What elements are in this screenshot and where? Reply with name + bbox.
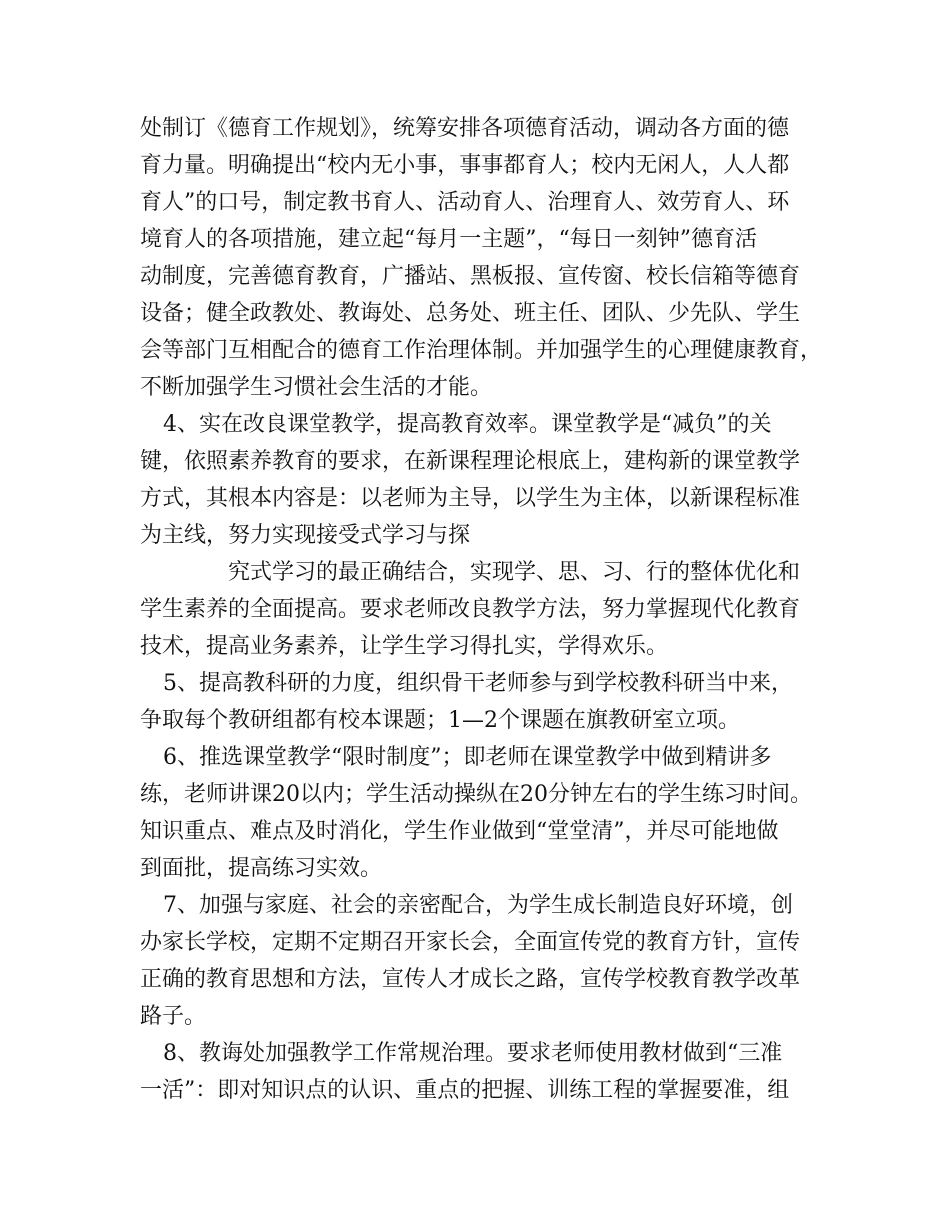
text-line: 育人”的口号，制定教书育人、活动育人、治理育人、效劳育人、环: [140, 190, 790, 215]
text-line: 技术，提高业务素养，让学生学习得扎实，学得欢乐。: [140, 634, 669, 659]
continued-line: 究式学习的最正确结合，实现学、思、习、行的整体优化和: [228, 560, 801, 585]
text-line: 方式，其根本内容是：以老师为主导，以学生为主体，以新课程标准: [140, 486, 801, 511]
text-line: 路子。: [140, 1004, 207, 1029]
paragraph-start-line: 6、推选课堂教学“限时制度”；即老师在课堂教学中做到精讲多: [163, 745, 772, 770]
body-text: [140, 110, 823, 1109]
text-line: 键，依照素养教育的要求，在新课程理论根底上，建构新的课堂教学: [140, 449, 801, 474]
text-line: 处制订《德育工作规划》，统筹安排各项德育活动，调动各方面的德: [140, 116, 790, 141]
text-line: 正确的教育思想和方法，宣传人才成长之路，宣传学校教育教学改革: [140, 967, 801, 992]
text-line: 争取每个教研组都有校本课题；1—2个课题在旗教研室立项。: [140, 708, 740, 733]
text-line: 育力量。明确提出“校内无小事，事事都育人；校内无闲人，人人都: [140, 153, 790, 178]
text-line: 办家长学校，定期不定期召开家长会，全面宣传党的教育方针，宣传: [140, 930, 801, 955]
text-line: 知识重点、难点及时消化，学生作业做到“堂堂清”，并尽可能地做: [140, 819, 779, 844]
text-line: 设备；健全政教处、教诲处、总务处、班主任、团队、少先队、学生: [140, 301, 801, 326]
text-line: 一活”：即对知识点的认识、重点的把握、训练工程的掌握要准，组: [140, 1078, 790, 1103]
text-line: 不断加强学生习惯社会生活的才能。: [140, 375, 493, 400]
text-line: 为主线，努力实现接受式学习与探: [140, 523, 471, 548]
text-line: 到面批，提高练习实效。: [140, 856, 383, 881]
paragraph-start-line: 4、实在改良课堂教学，提高教育效率。课堂教学是“减负”的关: [163, 412, 772, 437]
text-line: 境育人的各项措施，建立起“每月一主题”，“每日一刻钟”德育活: [140, 227, 757, 252]
text-line: 会等部门互相配合的德育工作治理体制。并加强学生的心理健康教育，: [140, 338, 823, 363]
text-line: 学生素养的全面提高。要求老师改良教学方法，努力掌握现代化教育: [140, 597, 801, 622]
text-line: 动制度，完善德育教育，广播站、黑板报、宣传窗、校长信箱等德育: [140, 264, 801, 289]
paragraph-start-line: 7、加强与家庭、社会的亲密配合，为学生成长制造良好环境，创: [163, 893, 793, 918]
paragraph-start-line: 5、提高教科研的力度，组织骨干老师参与到学校教科研当中来，: [163, 671, 793, 696]
paragraph-start-line: 8、教诲处加强教学工作常规治理。要求老师使用教材做到“三准: [163, 1041, 783, 1066]
text-line: 练，老师讲课20以内；学生活动操纵在20分钟左右的学生练习时间。: [140, 782, 812, 807]
